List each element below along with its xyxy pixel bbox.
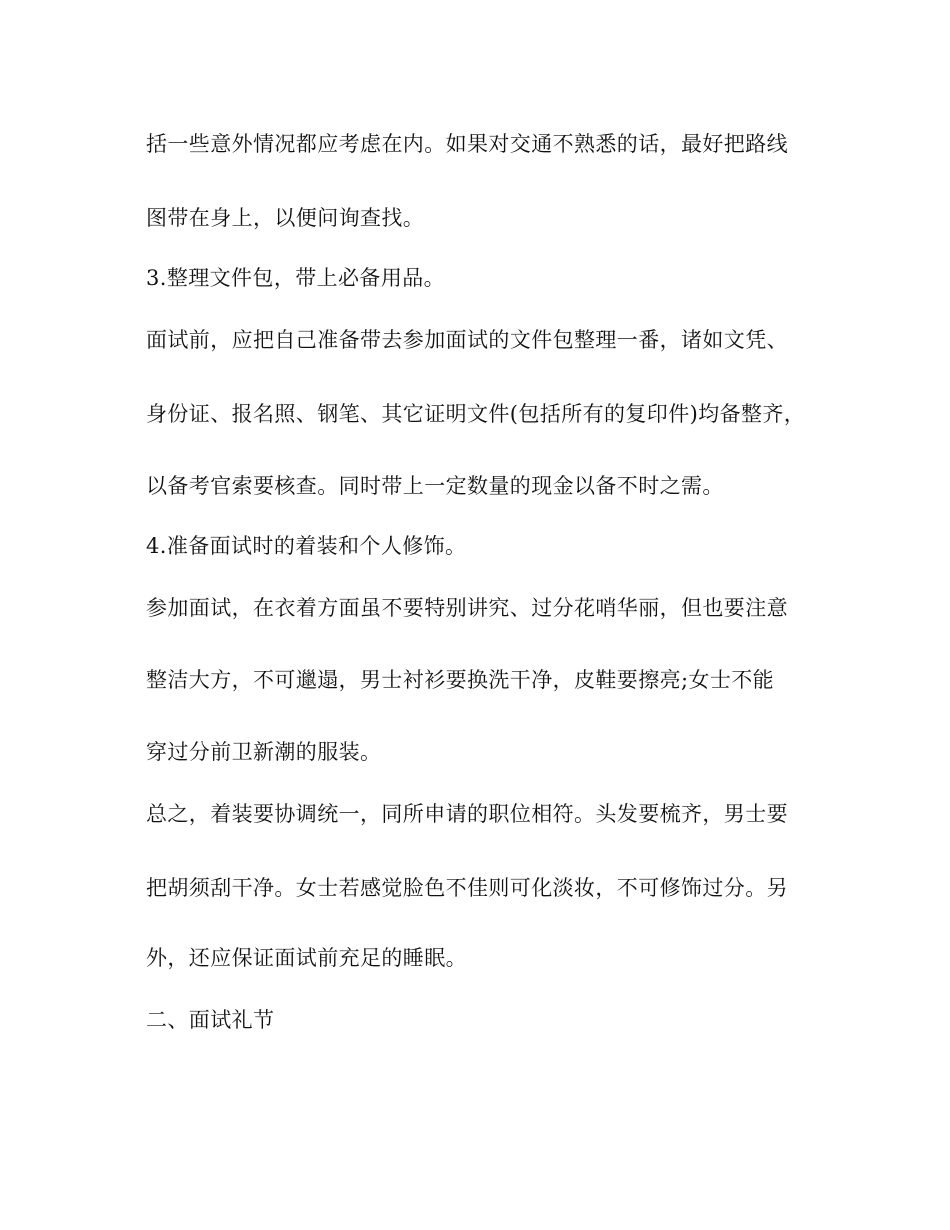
paragraph-line: 括一些意外情况都应考虑在内。如果对交通不熟悉的话，最好把路线 <box>146 132 788 156</box>
paragraph-line: 外，还应保证面试前充足的睡眠。 <box>146 946 467 970</box>
paragraph-line: 身份证、报名照、钢笔、其它证明文件(包括所有的复印件)均备整齐， <box>146 402 806 426</box>
paragraph-line: 参加面试，在衣着方面虽不要特别讲究、过分花哨华丽，但也要注意 <box>146 596 788 620</box>
paragraph-line: 穿过分前卫新潮的服装。 <box>146 740 382 764</box>
section-heading: 4.准备面试时的着装和个人修饰。 <box>146 534 467 558</box>
paragraph-line: 总之，着装要协调统一，同所申请的职位相符。头发要梳齐，男士要 <box>146 802 788 826</box>
section-heading: 3.整理文件包，带上必备用品。 <box>146 266 446 290</box>
section-heading: 二、面试礼节 <box>146 1008 275 1032</box>
paragraph-line: 图带在身上，以便问询查找。 <box>146 206 425 230</box>
paragraph-line: 以备考官索要核查。同时带上一定数量的现金以备不时之需。 <box>146 474 724 498</box>
paragraph-line: 把胡须刮干净。女士若感觉脸色不佳则可化淡妆，不可修饰过分。另 <box>146 876 788 900</box>
paragraph-line: 面试前，应把自己准备带去参加面试的文件包整理一番，诸如文凭、 <box>146 328 788 352</box>
paragraph-line: 整洁大方，不可邋遢，男士衬衫要换洗干净，皮鞋要擦亮;女士不能 <box>146 668 775 692</box>
